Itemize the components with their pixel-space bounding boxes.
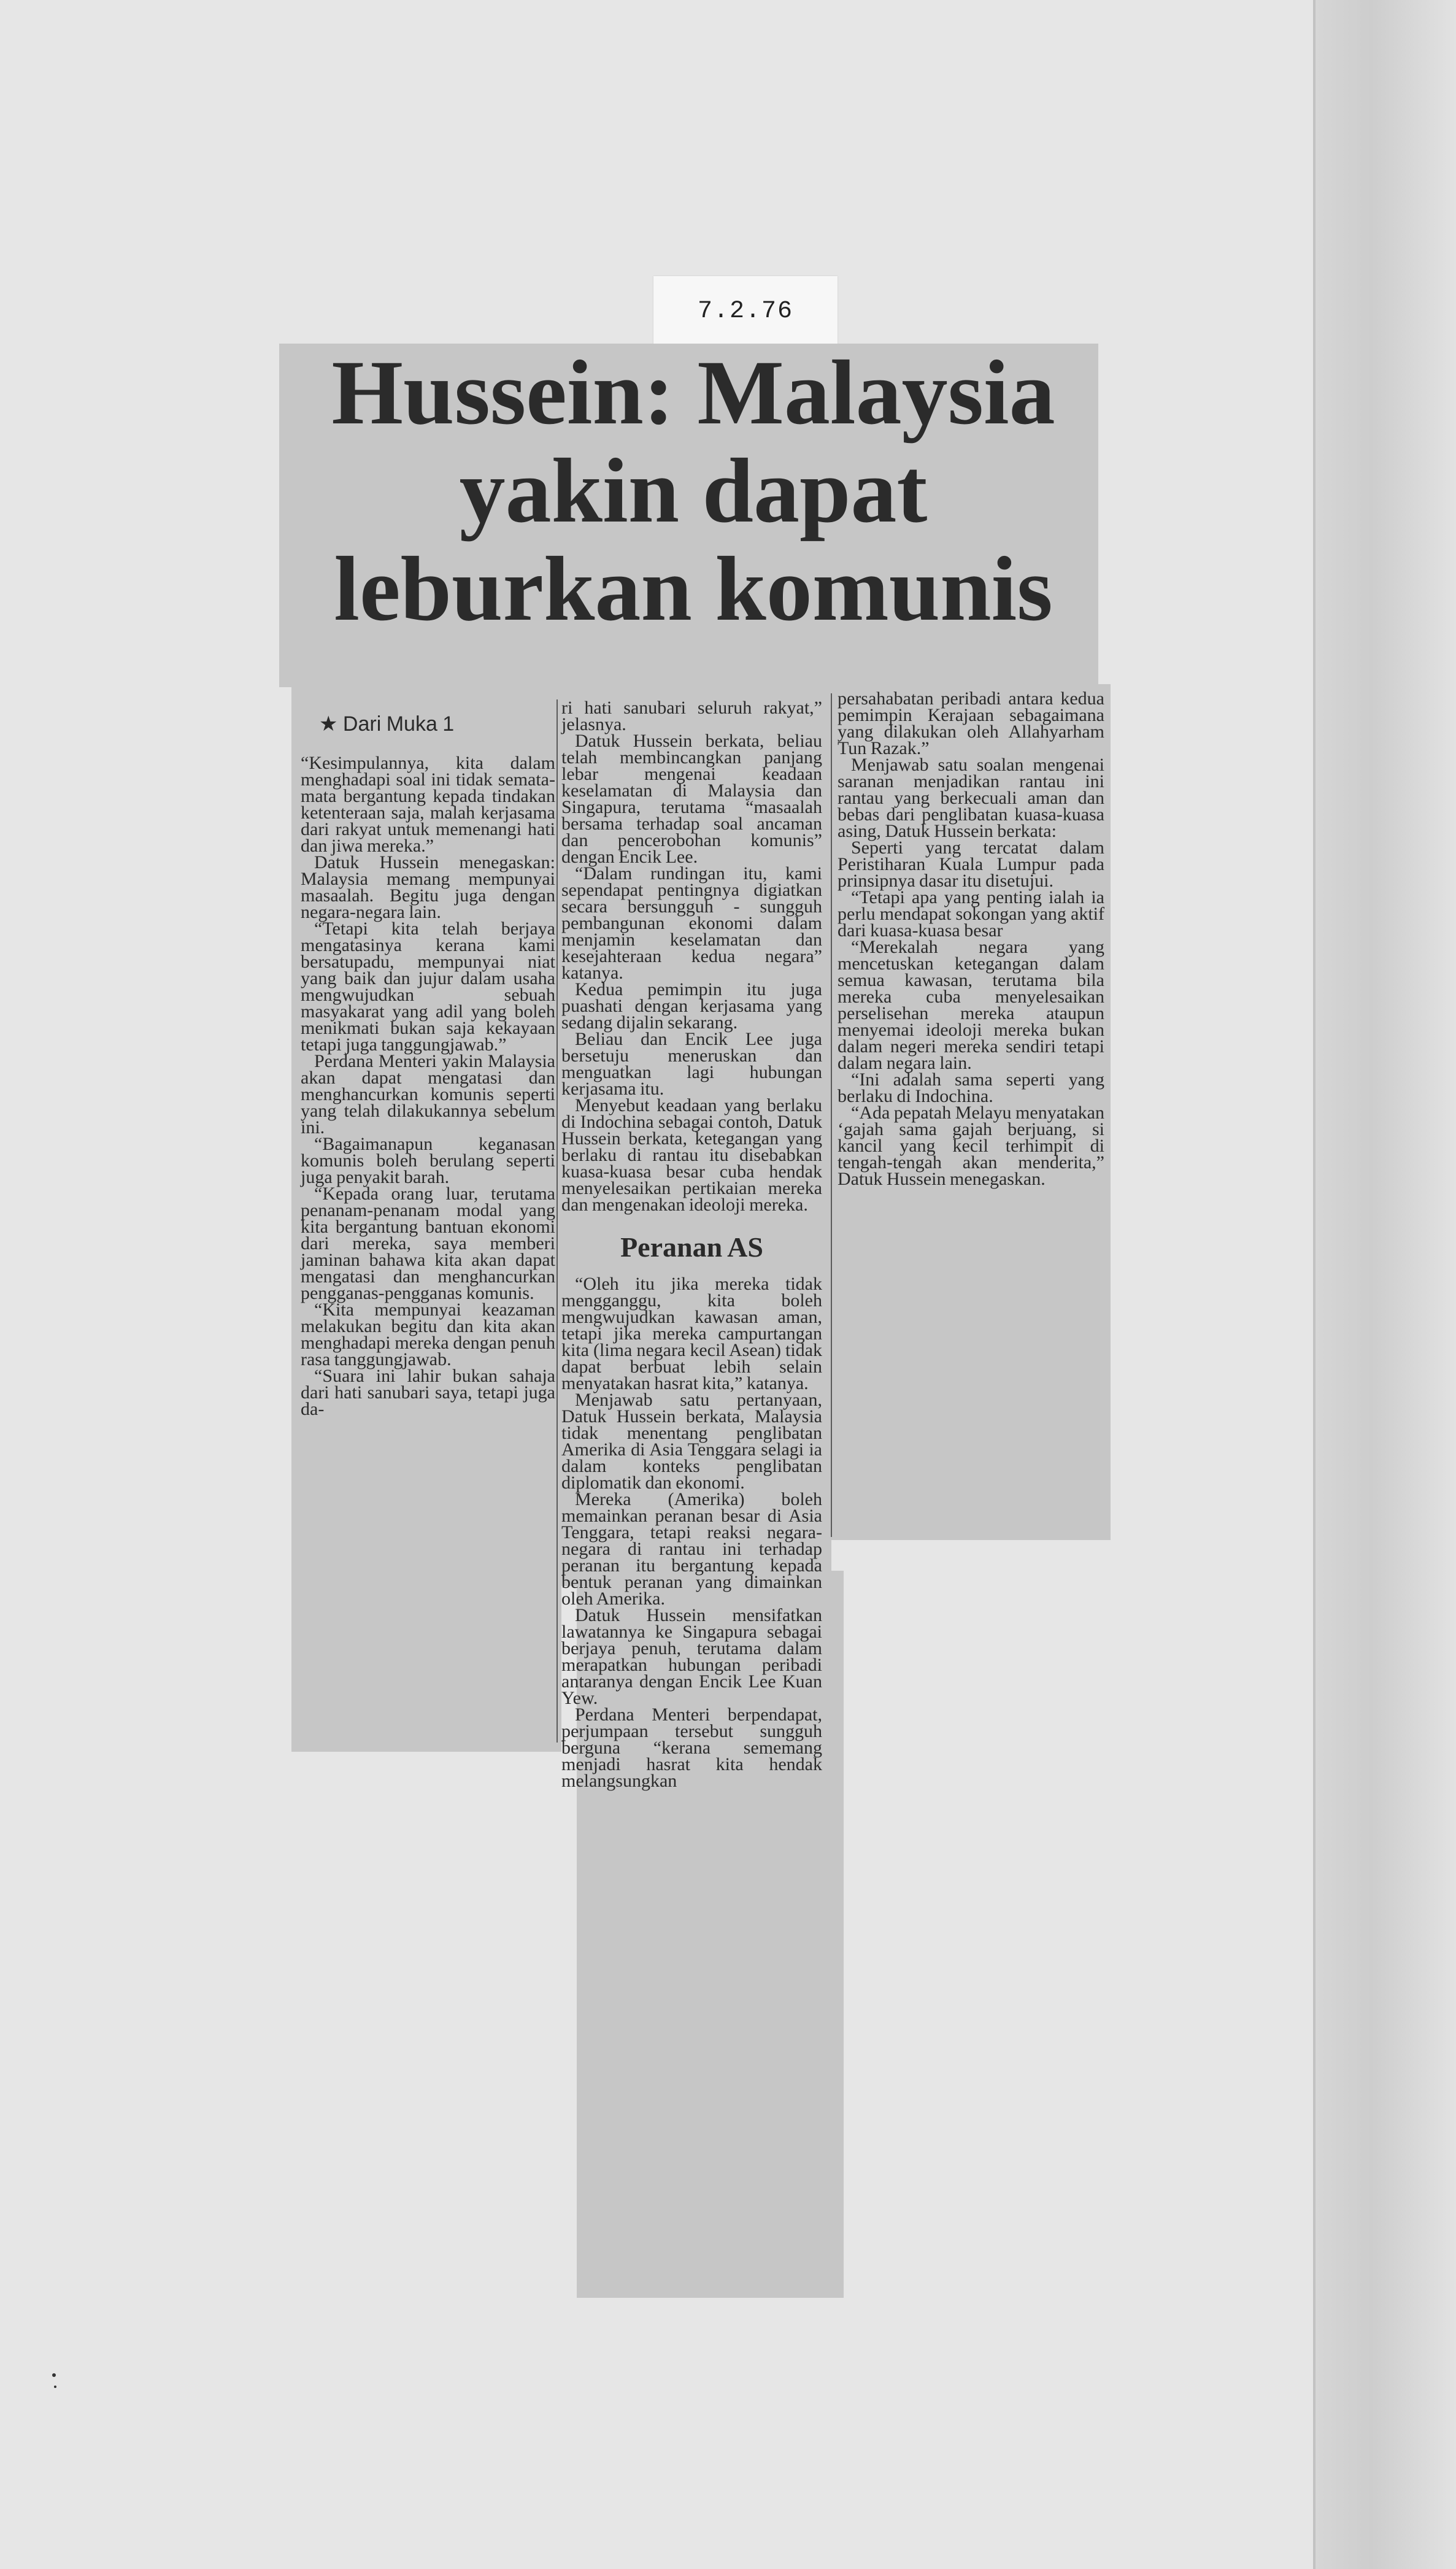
headline-line-3: leburkan komunis [334, 538, 1053, 640]
paragraph: Beliau dan Encik Lee juga bersetuju meneruskan dan menguatkan lagi hubungan kerjasama itu. [561, 1029, 822, 1099]
dust-speck [52, 2373, 56, 2377]
paragraph: Datuk Hussein berkata, beliau telah membincangkan panjang lebar mengenai keadaan keselamatan di Malaysia dan Singapura, terutama “masaalah bersama terhadap soal ancaman dan pencerobohan komunis” dengan Encik Lee. [561, 731, 822, 867]
paragraph: Seperti yang tercatat dalam Peristiharan Kuala Lumpur pada prinsipnya dasar itu disetujui. [838, 838, 1104, 891]
paragraph: “Oleh itu jika mereka tidak mengganggu, kita boleh mengwujudkan kawasan aman, tetapi jika mereka campurtangan kita (lima negara kecil Asean) tidak dapat berbuat lebih selain menyatakan hasrat kita,” katanya. [561, 1274, 822, 1393]
column-rule-2 [831, 693, 832, 1537]
article-column-3 [838, 690, 1104, 1187]
paragraph: ri hati sanubari seluruh rakyat,” jelasnya. [561, 698, 822, 734]
paragraph: “Suara ini lahir bukan sahaja dari hati sanubari saya, tetapi juga da- [301, 1366, 555, 1419]
column-rule-1 [557, 699, 558, 1743]
headline-line-2: yakin dapat [459, 440, 928, 542]
paragraph: “Tetapi kita telah berjaya mengatasinya kerana kami bersatupadu, mempunyai niat yang baik dan jujur dalam usaha mengwujudkan sebuah masyakarat yang adil yang boleh menikmati bukan saja kekayaan tetapi juga tanggungjawab.” [301, 919, 555, 1055]
paragraph: Kedua pemimpin itu juga puashati dengan kerjasama yang sedang dijalin sekarang. [561, 979, 822, 1033]
paragraph: “Tetapi apa yang penting ialah ia perlu mendapat sokongan yang aktif dari kuasa-kuasa besar [838, 887, 1104, 941]
paragraph: Datuk Hussein mensifatkan lawatannya ke Singapura sebagai berjaya penuh, terutama dalam merapatkan hubungan peribadi antaranya dengan Encik Lee Kuan Yew. [561, 1605, 822, 1708]
article-column-1 [301, 712, 555, 1417]
page-shadow [1315, 0, 1456, 2569]
article-column-2 [561, 699, 822, 1789]
paragraph: Menyebut keadaan yang berlaku di Indochina sebagai contoh, Datuk Hussein berkata, ketegangan yang berlaku di rantau itu disebabkan kuasa-kuasa besar cuba hendak menyelesaikan pertikaian mereka dan mengenakan ideoloji mereka. [561, 1095, 822, 1215]
subheading: Peranan AS [620, 1231, 763, 1263]
paragraph: “Kita mempunyai keazaman melakukan begitu dan kita akan menghadapi mereka dengan penuh rasa tanggungjawab. [301, 1300, 555, 1369]
headline-line-1: Hussein: Malaysia [331, 342, 1055, 444]
paragraph: “Kepada orang luar, terutama penanam-penanam modal yang kita bergantung bantuan ekonomi dari mereka, saya memberi jaminan bahawa kita akan dapat mengatasi dan menghancurkan pengganas-pengganas komunis. [301, 1184, 555, 1303]
paragraph: “Ada pepatah Melayu menyatakan ‘gajah sama gajah berjuang, si kancil yang kecil terhimpit di tengah-tengah akan menderita,” Datuk Hussein menegaskan. [838, 1103, 1104, 1189]
paragraph: Datuk Hussein menegaskan: Malaysia memang mempunyai masaalah. Begitu juga dengan negara-negara lain. [301, 852, 555, 922]
paragraph: “Merekalah negara yang mencetuskan ketegangan dalam semua kawasan, terutama bila mereka cuba menyelesaikan perselisehan mereka ataupun menyemai ideoloji mereka bukan dalam negeri mereka sendiri tetapi dalam negara lain. [838, 937, 1104, 1073]
page-edge [1313, 0, 1315, 2569]
paragraph: Perdana Menteri yakin Malaysia akan dapat mengatasi dan menghancurkan komunis seperti yang telah dilakukannya sebelum ini. [301, 1051, 555, 1138]
paragraph: Mereka (Amerika) boleh memainkan peranan besar di Asia Tenggara, tetapi reaksi negara-negara di rantau ini terhadap peranan itu bergantung kepada bentuk peranan yang dimainkan oleh Amerika. [561, 1489, 822, 1609]
paragraph: “Dalam rundingan itu, kami sependapat pentingnya digiatkan secara bersungguh - sungguh pembangunan ekonomi dalam menjamin keselamatan dan kesejahteraan kedua negara” katanya. [561, 863, 822, 983]
dust-speck [54, 2386, 56, 2388]
headline [288, 344, 1098, 638]
byline: ★ Dari Muka 1 [319, 712, 455, 736]
paragraph: Menjawab satu soalan mengenai saranan menjadikan rantau ini rantau yang berkecuali aman dan bebas dari penglibatan kuasa-kuasa asing, Datuk Hussein berkata: [838, 755, 1104, 841]
paragraph: Perdana Menteri berpendapat, perjumpaan tersebut sungguh berguna “kerana sememang menjadi hasrat kita hendak melangsungkan [561, 1704, 822, 1791]
paragraph: “Ini adalah sama seperti yang berlaku di Indochina. [838, 1069, 1104, 1106]
paragraph: “Bagaimanapun keganasan komunis boleh berulang seperti juga penyakit barah. [301, 1134, 555, 1187]
paragraph: Menjawab satu pertanyaan, Datuk Hussein berkata, Malaysia tidak menentang penglibatan Amerika di Asia Tenggara selagi ia dalam konteks penglibatan diplomatik dan ekonomi. [561, 1390, 822, 1493]
paragraph: persahabatan peribadi antara kedua pemimpin Kerajaan sebagaimana yang dilakukan oleh Allahyarham Tun Razak.” [838, 688, 1104, 758]
date-label: 7.2.76 [653, 276, 838, 347]
paragraph: “Kesimpulannya, kita dalam menghadapi soal ini tidak semata-mata bergantung kepada tindakan ketenteraan saja, malah kerjasama dari rakyat untuk memenangi hati dan jiwa mereka.” [301, 753, 555, 856]
